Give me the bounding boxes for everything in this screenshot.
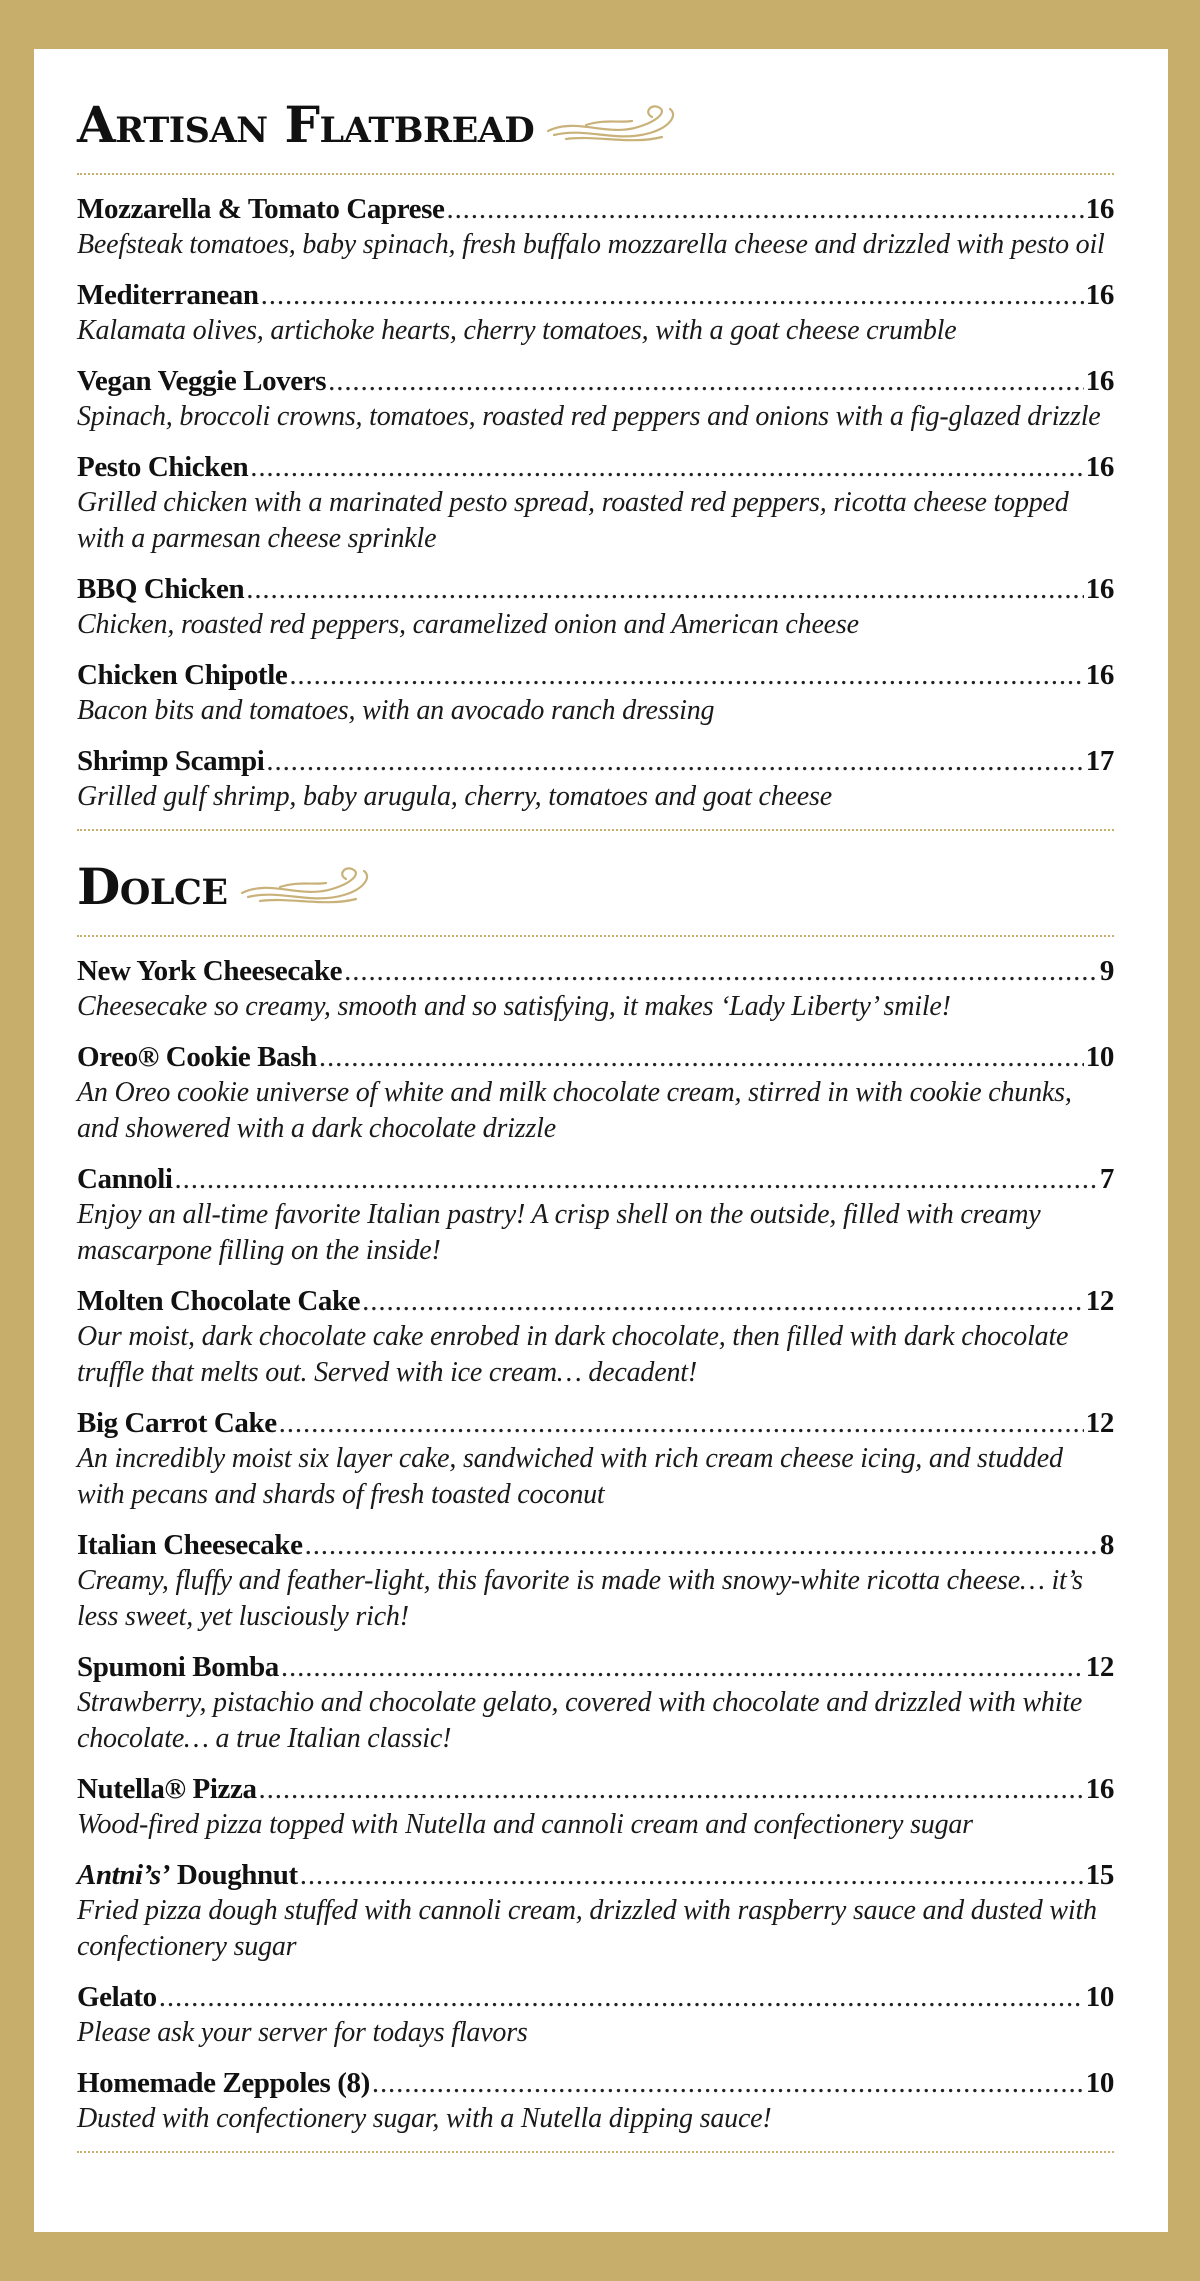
item-price: 16 bbox=[1085, 1773, 1114, 1805]
menu-item bbox=[77, 191, 1114, 263]
menu-item bbox=[77, 2065, 1114, 2137]
item-name: New York Cheesecake bbox=[77, 955, 343, 987]
item-description: Spinach, broccoli crowns, tomatoes, roasted red peppers and onions with a fig-glazed drizzle bbox=[77, 401, 1101, 432]
section-header-dolce bbox=[77, 839, 1114, 935]
item-description: Grilled gulf shrimp, baby arugula, cherry, tomatoes and goat cheese bbox=[77, 781, 832, 812]
item-name: Italian Cheesecake bbox=[77, 1529, 303, 1561]
item-list-dolce bbox=[77, 937, 1114, 2137]
menu-card bbox=[34, 49, 1168, 2232]
item-price: 16 bbox=[1085, 573, 1114, 605]
dot-leader bbox=[372, 2065, 1084, 2101]
item-name: Nutella® Pizza bbox=[77, 1773, 257, 1805]
item-name: Mediterranean bbox=[77, 279, 259, 311]
menu-item bbox=[77, 1283, 1114, 1391]
dot-leader bbox=[300, 1857, 1084, 1893]
item-price: 7 bbox=[1099, 1163, 1114, 1195]
item-price: 12 bbox=[1085, 1651, 1114, 1683]
dot-leader bbox=[281, 1649, 1084, 1685]
dot-leader bbox=[305, 1527, 1098, 1563]
item-name: Shrimp Scampi bbox=[77, 745, 265, 777]
item-name: BBQ Chicken bbox=[77, 573, 245, 605]
item-description: Dusted with confectionery sugar, with a Nutella dipping sauce! bbox=[77, 2103, 772, 2134]
item-price: 16 bbox=[1085, 451, 1114, 483]
item-description: Chicken, roasted red peppers, caramelized onion and American cheese bbox=[77, 609, 859, 640]
item-description: Strawberry, pistachio and chocolate gelato, covered with chocolate and drizzled with white chocolate… a true Italian classic! bbox=[77, 1687, 1083, 1754]
menu-item bbox=[77, 1857, 1114, 1965]
menu-item bbox=[77, 1161, 1114, 1269]
item-name: Chicken Chipotle bbox=[77, 659, 288, 691]
item-name: Cannoli bbox=[77, 1163, 173, 1195]
item-price: 10 bbox=[1085, 1981, 1114, 2013]
menu-item bbox=[77, 657, 1114, 729]
menu-item bbox=[77, 1039, 1114, 1147]
dot-leader bbox=[259, 1771, 1084, 1807]
item-name: Vegan Veggie Lovers bbox=[77, 365, 327, 397]
item-description: Wood-fired pizza topped with Nutella and cannoli cream and confectionery sugar bbox=[77, 1809, 973, 1840]
item-description: Enjoy an all-time favorite Italian pastry! A crisp shell on the outside, filled with creamy mascarpone filling on the inside! bbox=[77, 1199, 1041, 1266]
item-price: 15 bbox=[1085, 1859, 1114, 1891]
section-divider bbox=[77, 829, 1114, 831]
item-name-italic: Antni’s’ bbox=[77, 1859, 170, 1891]
menu-item bbox=[77, 571, 1114, 643]
item-name: Big Carrot Cake bbox=[77, 1407, 277, 1439]
item-description: Kalamata olives, artichoke hearts, cherry tomatoes, with a goat cheese crumble bbox=[77, 315, 957, 346]
dot-leader bbox=[261, 277, 1084, 313]
item-price: 10 bbox=[1085, 1041, 1114, 1073]
menu-item bbox=[77, 1771, 1114, 1843]
item-name: Spumoni Bomba bbox=[77, 1651, 279, 1683]
section-title: Dolce bbox=[77, 857, 228, 916]
section-divider bbox=[77, 2151, 1114, 2153]
section-title: Artisan Flatbread bbox=[77, 95, 535, 154]
item-description: Our moist, dark chocolate cake enrobed in dark chocolate, then filled with dark chocolate truffle that melts out. Served with ice cream… decadent! bbox=[77, 1321, 1069, 1388]
item-price: 12 bbox=[1085, 1407, 1114, 1439]
dot-leader bbox=[362, 1283, 1084, 1319]
item-name: Oreo® Cookie Bash bbox=[77, 1041, 317, 1073]
dot-leader bbox=[289, 657, 1083, 693]
menu-item bbox=[77, 1649, 1114, 1757]
menu-item bbox=[77, 743, 1114, 815]
menu-item bbox=[77, 277, 1114, 349]
menu-item bbox=[77, 1405, 1114, 1513]
swirl-flourish-icon bbox=[546, 97, 682, 153]
dot-leader bbox=[279, 1405, 1084, 1441]
dot-leader bbox=[319, 1039, 1084, 1075]
item-description: Grilled chicken with a marinated pesto spread, roasted red peppers, ricotta cheese topped with a parmesan cheese sprinkle bbox=[77, 487, 1069, 554]
menu-item bbox=[77, 1979, 1114, 2051]
item-price: 16 bbox=[1085, 659, 1114, 691]
item-name: Mozzarella & Tomato Caprese bbox=[77, 193, 445, 225]
item-description: An incredibly moist six layer cake, sandwiched with rich cream cheese icing, and studded with pecans and shards of fresh toasted coconut bbox=[77, 1443, 1063, 1510]
menu-item bbox=[77, 953, 1114, 1025]
item-price: 16 bbox=[1085, 193, 1114, 225]
item-price: 10 bbox=[1085, 2067, 1114, 2099]
item-price: 9 bbox=[1099, 955, 1114, 987]
dot-leader bbox=[250, 449, 1084, 485]
dot-leader bbox=[446, 191, 1083, 227]
item-description: Beefsteak tomatoes, baby spinach, fresh buffalo mozzarella cheese and drizzled with pesto oil bbox=[77, 229, 1105, 260]
dot-leader bbox=[328, 363, 1084, 399]
item-name bbox=[77, 1857, 298, 1893]
item-price: 17 bbox=[1085, 745, 1114, 777]
item-name: Gelato bbox=[77, 1981, 157, 2013]
dot-leader bbox=[266, 743, 1083, 779]
item-description: Bacon bits and tomatoes, with an avocado ranch dressing bbox=[77, 695, 715, 726]
dot-leader bbox=[175, 1161, 1098, 1197]
item-price: 16 bbox=[1085, 279, 1114, 311]
item-list-flatbread bbox=[77, 175, 1114, 815]
item-description: Creamy, fluffy and feather-light, this favorite is made with snowy-white ricotta cheese… it’s less sweet, yet lusciously rich! bbox=[77, 1565, 1083, 1632]
item-name: Homemade Zeppoles (8) bbox=[77, 2067, 370, 2099]
menu-item bbox=[77, 1527, 1114, 1635]
menu-item bbox=[77, 363, 1114, 435]
item-name: Molten Chocolate Cake bbox=[77, 1285, 361, 1317]
item-description: Please ask your server for todays flavors bbox=[77, 2017, 528, 2048]
menu-item bbox=[77, 449, 1114, 557]
item-description: An Oreo cookie universe of white and milk chocolate cream, stirred in with cookie chunks, and showered with a dark chocolate drizzle bbox=[77, 1077, 1072, 1144]
dot-leader bbox=[344, 953, 1098, 989]
swirl-flourish-icon bbox=[240, 859, 376, 915]
item-price: 12 bbox=[1085, 1285, 1114, 1317]
item-price: 8 bbox=[1099, 1529, 1114, 1561]
dot-leader bbox=[159, 1979, 1084, 2015]
item-name: Pesto Chicken bbox=[77, 451, 249, 483]
section-header-flatbread bbox=[77, 77, 1114, 173]
item-name-rest: Doughnut bbox=[169, 1859, 298, 1891]
item-price: 16 bbox=[1085, 365, 1114, 397]
dot-leader bbox=[246, 571, 1084, 607]
item-description: Fried pizza dough stuffed with cannoli cream, drizzled with raspberry sauce and dusted with confectionery sugar bbox=[77, 1895, 1097, 1962]
item-description: Cheesecake so creamy, smooth and so satisfying, it makes ‘Lady Liberty’ smile! bbox=[77, 991, 951, 1022]
